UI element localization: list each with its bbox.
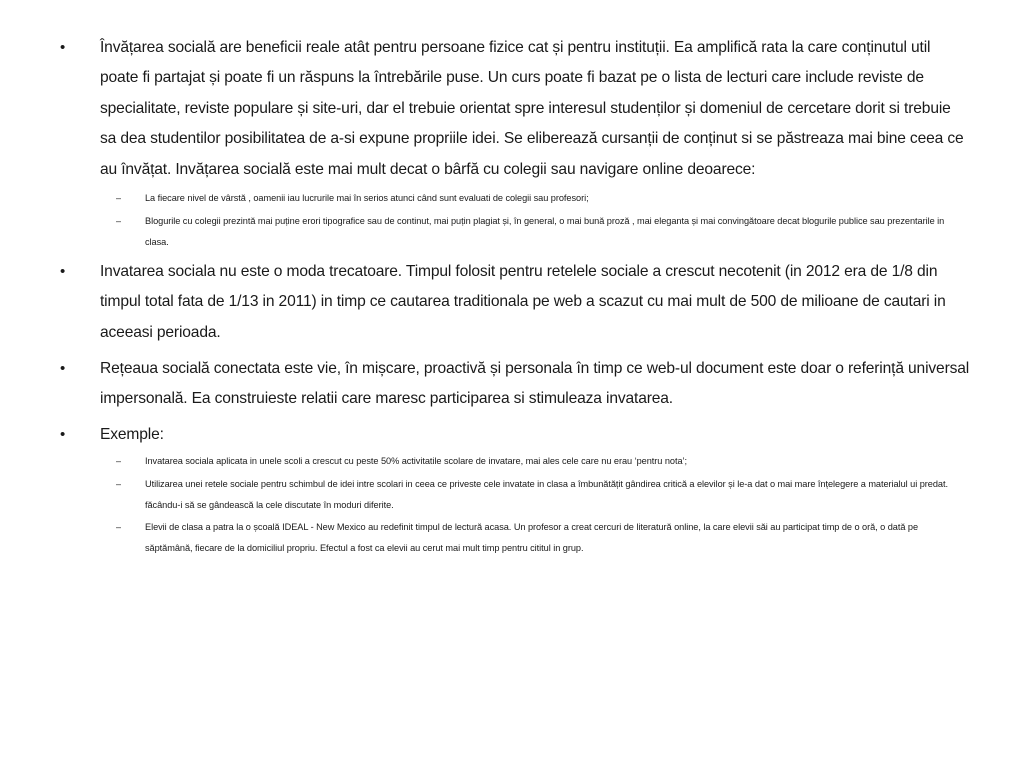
bullet-marker: •	[60, 39, 66, 56]
bullet-text: Invatarea sociala nu este o moda trecatoare. Timpul folosit pentru retelele sociale a crescut necotenit (in 2012 era de 1/8 din timpul total fata de 1/13 in 2011) in timp ce cautarea traditionala pe web a scazut cu mai mult de 500 de milioane de cautari in aceeasi perioada.	[100, 263, 946, 341]
sub-bullet-text: Utilizarea unei retele sociale pentru schimbul de idei intre scolari in ceea ce priveste cele invatate in clasa a îmbunătățit gândirea critică a elevilor și le-a dat o mai mare înțelegere a materialul ui predat. făcându-i să se gândească la cele discutate în moduri diferite.	[145, 479, 948, 510]
sub-bullet-text: La fiecare nivel de vârstă , oamenii iau lucrurile mai în serios atunci când sunt evaluati de colegii sau profesori;	[145, 193, 589, 203]
sub-bullet-text: Blogurile cu colegii prezintă mai puține erori tipografice sau de continut, mai puțin plagiat și, în general, o mai bună proză , mai eleganta și mai convingătoare decat blogurile publice sau prezentarile in clasa.	[145, 216, 945, 247]
bullet-text: Învățarea socială are beneficii reale atât pentru persoane fizice cat și pentru instituții. Ea amplifică rata la care conținutul util poate fi partajat și poate fi un răspuns la întrebările puse. Un curs poate fi bazat pe o lista de lecturi care include reviste de specialitate, reviste populare și site-uri, dar el trebuie orientat spre interesul studenților și domeniul de cercetare dorit si trebuie sa dea studentilor posibilitatea de a-si expune propriile idei. Se eliberează cursanții de conținut si se păstreaza mai bine ceea ce au învățat. Invățarea socială este mai mult decat o bârfă cu colegii sau navigare online deoarece:	[100, 39, 964, 178]
bullet-marker: •	[60, 426, 66, 443]
sub-bullet-text: Elevii de clasa a patra la o școală IDEAL - New Mexico au redefinit timpul de lectură acasa. Un profesor a creat cercuri de literatură online, la care elevii săi au participat timp de o oră, o dată pe săptămână, fiecare de la domiciliul propriu. Efectul a fost ca elevii au cerut mai mult timp pentru cititul in grup.	[145, 522, 919, 553]
bullet-marker: •	[60, 263, 66, 280]
sub-bullet-marker: –	[116, 522, 122, 532]
bullet-text: Rețeaua socială conectata este vie, în mișcare, proactivă și personala în timp ce web-ul document este doar o referință universal impersonală. Ea construieste relatii care maresc participarea si stimuleaza invatarea.	[100, 360, 970, 408]
sub-bullet-marker: –	[116, 193, 122, 203]
sub-bullet-marker: –	[116, 456, 122, 466]
bullet-marker: •	[60, 360, 66, 377]
sub-bullet-marker: –	[116, 479, 122, 489]
sub-bullet-text: Invatarea sociala aplicata in unele scoli a crescut cu peste 50% activitatile scolare de invatare, mai ales cele care nu erau ‘pentru nota’;	[145, 456, 688, 466]
sub-bullet-marker: –	[116, 216, 122, 226]
bullet-text: Exemple:	[100, 426, 164, 443]
